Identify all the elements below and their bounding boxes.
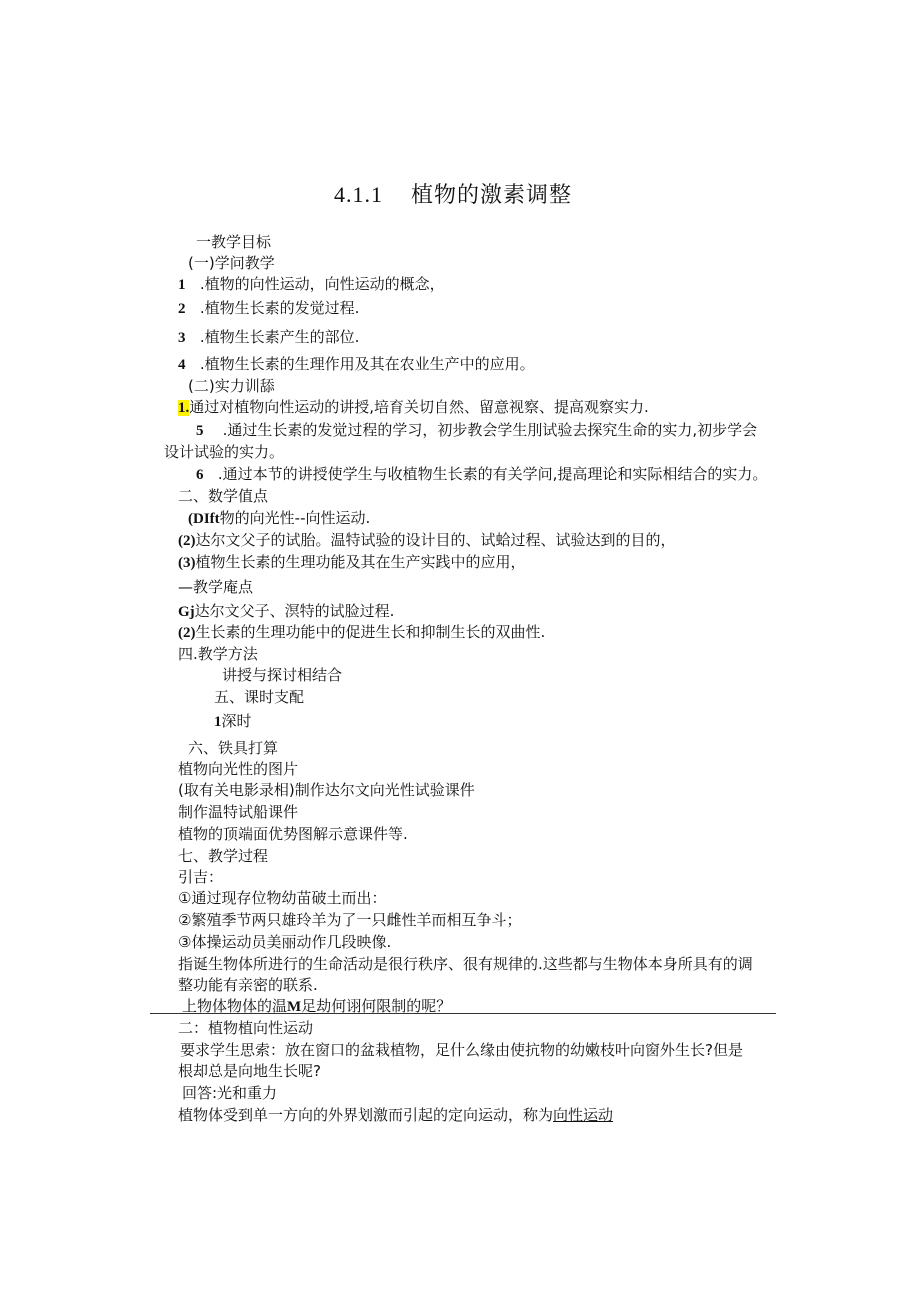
method-heading: 四.教学方法 (178, 645, 258, 663)
difficulty-2: (2)生长素的生理功能中的促进生长和抑制生长的双曲性. (178, 623, 546, 641)
key-points-heading: 二、数学值点 (178, 487, 269, 505)
key-point-3: (3)植物生长素的生理功能及其在生产实践中的应用， (178, 553, 526, 571)
ability-item-1: 1.通过对植物向性运动的讲授,培育关切自然、留意视察、提高观察实力. (178, 398, 649, 416)
key-point-1: (DIft物的向光性--向性运动. (188, 509, 371, 527)
answer-text: 回答:光和重力 (182, 1084, 278, 1102)
method-text: 讲授与探讨相结合 (222, 666, 343, 684)
section-number: 4.1.1 (334, 182, 383, 207)
knowledge-item-2: 2 .植物生长素的发觉过程. (178, 299, 360, 317)
process-heading: 七、教学过程 (178, 847, 269, 865)
ability-item-5-cont: 设计试验的实力。 (164, 443, 285, 461)
intro-paragraph-cont: 整功能有亲密的联系. (178, 976, 318, 994)
question-text-cont: 根却总是向地生长呢? (178, 1062, 321, 1080)
definition-text: 植物体受到单一方向的外界划激而引起的定向运动，称为向性运动 (178, 1106, 614, 1124)
section-title: 植物的激素调整 (411, 183, 573, 208)
question-text: 要求学生思索：放在窗口的盆栽植物，足什么缘由使抗物的幼嫩枝叶向窗外生长?但是 (180, 1041, 743, 1059)
intro-paragraph: 指诞生物体所进行的生命活动是很行秩序、很有规律的.这些都与生物体本身所具有的调 (178, 955, 753, 973)
section-divider (150, 1013, 776, 1014)
tools-heading: 六、铁具打算 (188, 739, 279, 757)
intro-item-1: ①通过现存位物幼苗破土而出： (178, 889, 387, 907)
key-point-2: (2)达尔文父子的试胎。温特试验的设计目的、试蛤过程、试验达到的目的， (178, 531, 676, 549)
tool-item-1: 植物向光性的图片 (178, 760, 299, 778)
intro-item-2: ②繁殖季节两只雄玲羊为了一只雌性羊而相互争斗； (178, 911, 522, 929)
knowledge-item-3: 3 .植物生长素产生的部位. (178, 328, 360, 346)
schedule-text: 1深时 (214, 712, 252, 730)
tool-item-2: (取有关电影录相)制作达尔文向光性试验课件 (178, 781, 475, 799)
difficulty-1: Gj达尔文父子、溟特的试脸过程. (178, 602, 395, 620)
knowledge-item-1: 1 .植物的向性运动，向性运动的概念， (178, 275, 445, 293)
knowledge-heading: (一)学问教学 (188, 254, 275, 272)
schedule-heading: 五、课时支配 (214, 688, 305, 706)
intro-label: 引吉： (178, 868, 224, 886)
tropism-term: 向性运动 (553, 1106, 614, 1124)
intro-item-3: ③体操运动员美丽动作几段映像. (178, 933, 392, 951)
guiding-question: 上物体物体的温M足劫何诩何限制的呢？ (182, 997, 452, 1015)
difficulties-heading: —教学庵点 (178, 578, 254, 596)
ability-item-6: 6 .通过本节的讲授使学生与收植物生长素的有关学问,提高理论和实际相结合的实力。 (196, 465, 768, 483)
tool-item-3: 制作温特试船课件 (178, 803, 299, 821)
tool-item-4: 植物的顶端面优势图解示意课件等. (178, 825, 408, 843)
section2-heading: 二：植物植向性运动 (178, 1019, 314, 1037)
page-title (334, 178, 572, 209)
knowledge-item-4: 4 .植物生长素的生理作用及其在农业生产中的应用。 (178, 355, 535, 373)
ability-item-5: 5 .通过生长素的发觉过程的学习，初步教会学生刖试验去探究生命的实力,初步学会 (196, 421, 758, 439)
objectives-heading: 一教学目标 (196, 233, 272, 251)
ability-heading: (二)实力训舔 (188, 377, 275, 395)
